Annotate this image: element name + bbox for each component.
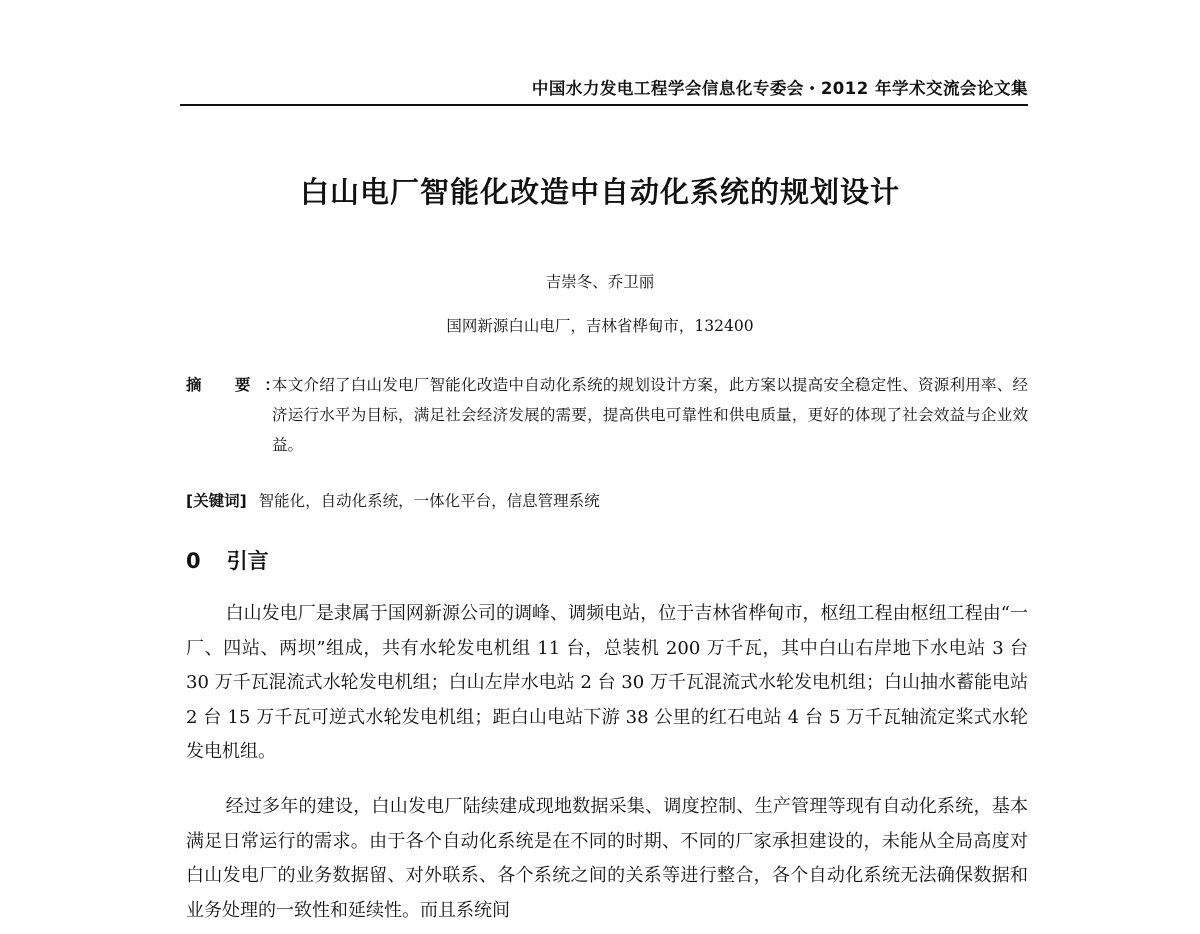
body-paragraph: 白山发电厂是隶属于国网新源公司的调峰、调频电站，位于吉林省桦甸市，枢纽工程由枢纽工程由“一厂、四站、两坝”组成，共有水轮发电机组 11 台，总装机 200 万千瓦，其中白山右岸地下水电站 3 台 30 万千瓦混流式水轮发电机组；白山左岸水电站 2 台 30 万千瓦混流式水轮发电机组；白山抽水蓄能电站 2 台 15 万千瓦可逆式水轮发电机组；距白山电站下游 38 公里的红石电站 4 台 5 万千瓦轴流定桨式水轮发电机组。 <box>186 603 1028 762</box>
body-paragraph: 经过多年的建设，白山发电厂陆续建成现地数据采集、调度控制、生产管理等现有自动化系统，基本满足日常运行的需求。由于各个自动化系统是在不同的时期、不同的厂家承担建设的，未能从全局高度对白山发电厂的业务数据留、对外联系、各个系统之间的关系等进行整合，各个自动化系统无法确保数据和业务处理的一致性和延续性。而且系统间 <box>186 796 1028 921</box>
keywords-block <box>186 486 1028 516</box>
abstract-block <box>186 370 1028 460</box>
keywords-label: [关键词] <box>186 492 247 510</box>
paper-affiliation: 国网新源白山电厂，吉林省桦甸市，132400 <box>446 317 754 335</box>
paper-title: 白山电厂智能化改造中自动化系统的规划设计 <box>299 175 900 209</box>
section-heading <box>186 546 269 576</box>
paper-authors: 吉崇冬、乔卫丽 <box>545 273 655 291</box>
keywords-text: 智能化，自动化系统，一体化平台，信息管理系统 <box>258 492 600 510</box>
section-title: 引言 <box>226 549 269 573</box>
abstract-text: 本文介绍了白山发电厂智能化改造中自动化系统的规划设计方案，此方案以提高安全稳定性、资源利用率、经济运行水平为目标，满足社会经济发展的需要，提高供电可靠性和供电质量，更好的体现了社会效益与企业效益。 <box>272 376 1028 454</box>
abstract-label: 摘 要： <box>186 376 294 394</box>
header-rule <box>180 104 1028 106</box>
running-header: 中国水力发电工程学会信息化专委会・2012 年学术交流会论文集 <box>531 79 1028 98</box>
section-number: 0 <box>186 549 201 573</box>
